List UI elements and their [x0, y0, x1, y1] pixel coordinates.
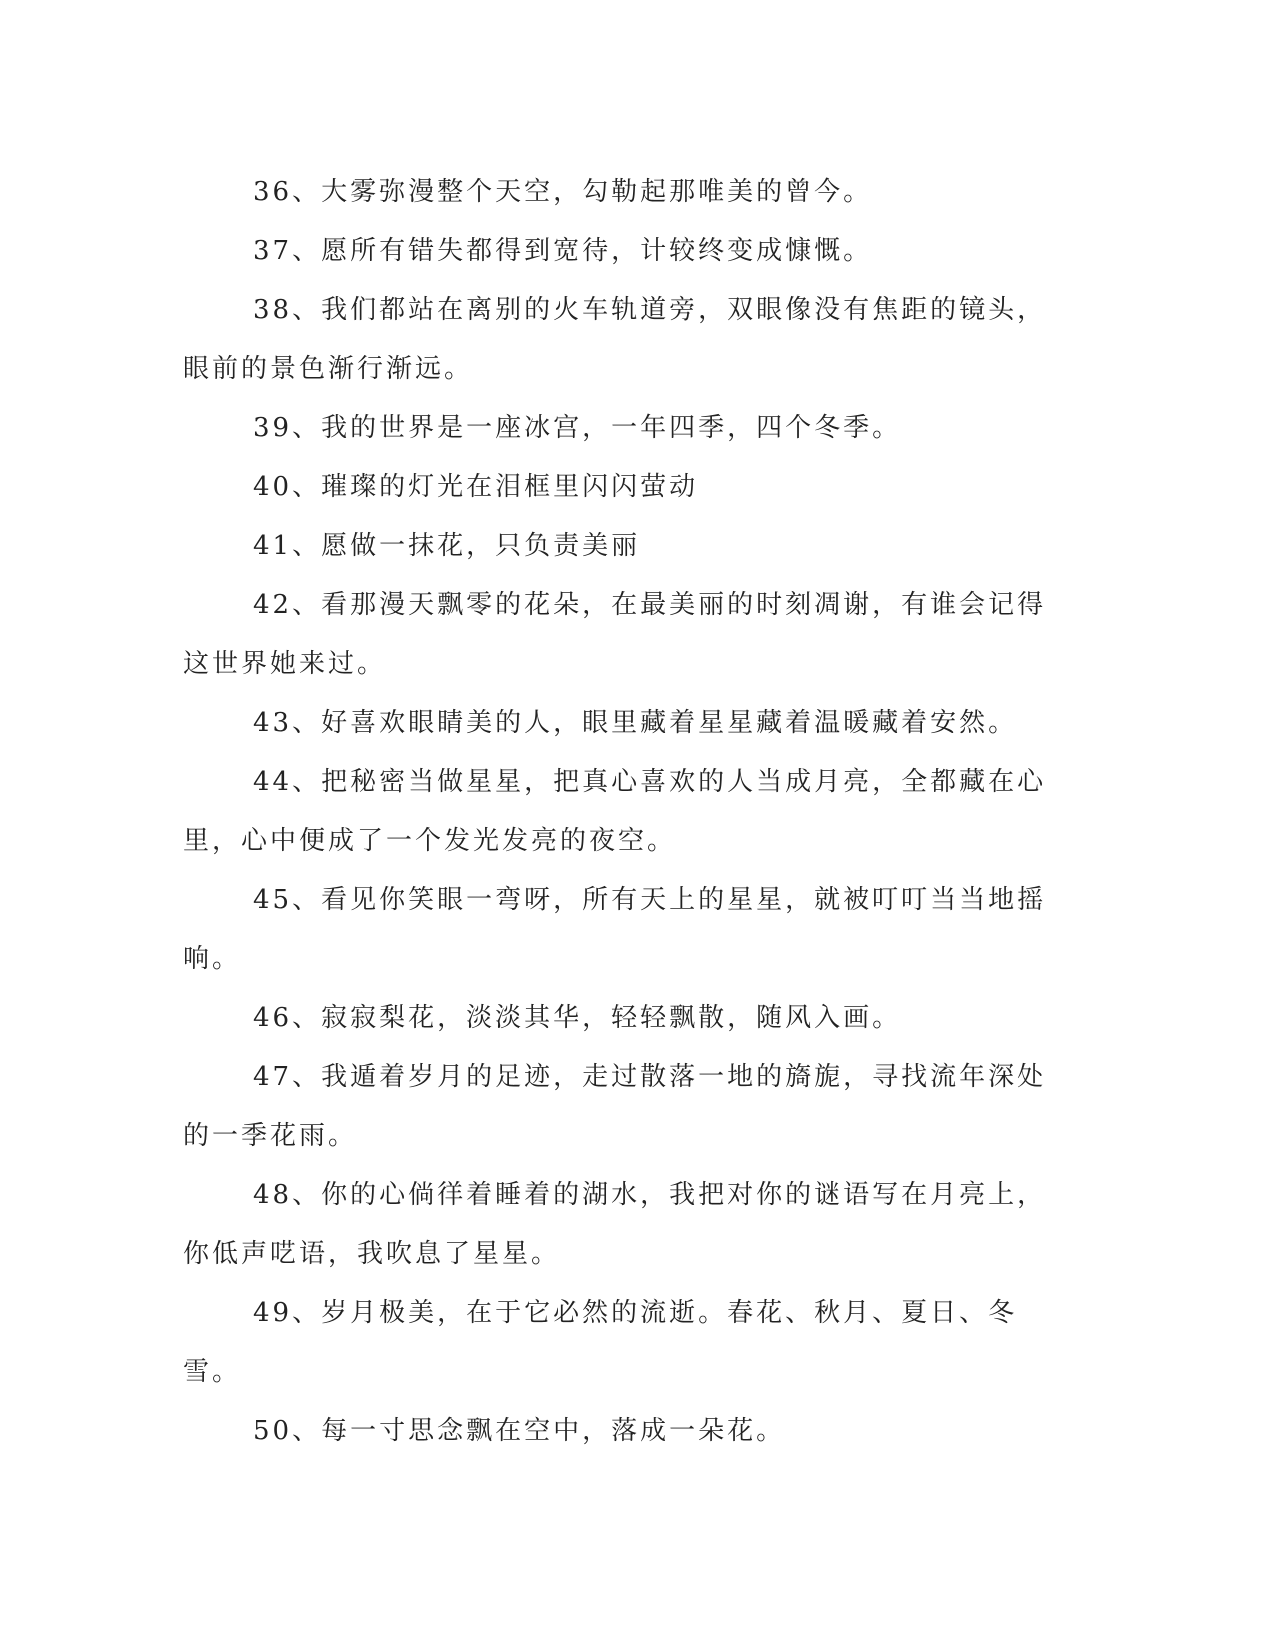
paragraph-line-continued: ，心中便成了一个发光发亮的夜空。 [212, 826, 677, 856]
paragraph-line: 50、每一寸思念飘在空中，落成一朵花。 [253, 1416, 786, 1446]
paragraph-line: 37、愿所有错失都得到宽待，计较终变成慷慨。 [253, 236, 873, 266]
paragraph-48 [183, 1166, 1049, 1284]
paragraph-line: 40、璀璨的灯光在泪框里闪闪萤动 [253, 472, 699, 502]
paragraph-47 [183, 1048, 1049, 1166]
paragraph-42 [183, 576, 1049, 694]
paragraph-41 [183, 517, 1049, 576]
paragraph-46 [183, 989, 1049, 1048]
paragraph-40 [183, 458, 1049, 517]
paragraph-36 [183, 163, 1049, 222]
document-body [183, 163, 1049, 1461]
paragraph-line: 49、岁月极美，在于它必然的流逝。春花、秋月、夏日、冬雪。 [183, 1298, 1018, 1387]
paragraph-line-continued: 前的景色渐行渐远。 [212, 354, 474, 384]
paragraph-line: 36、大雾弥漫整个天空，勾勒起那唯美的曾今。 [253, 177, 873, 207]
paragraph-38 [183, 281, 1049, 399]
paragraph-43 [183, 694, 1049, 753]
paragraph-line: 42、看那漫天飘零的花朵，在最美丽的时刻凋谢，有谁会记得这 [183, 590, 1047, 679]
paragraph-37 [183, 222, 1049, 281]
paragraph-line: 38、我们都站在离别的火车轨道旁，双眼像没有焦距的镜头，眼 [183, 295, 1047, 384]
paragraph-line: 47、我遁着岁月的足迹，走过散落一地的旖旎，寻找流年深处的 [183, 1062, 1047, 1151]
paragraph-line-continued: 世界她来过。 [212, 649, 387, 679]
paragraph-line: 46、寂寂梨花，淡淡其华，轻轻飘散，随风入画。 [253, 1003, 902, 1033]
paragraph-line-continued: 一季花雨。 [212, 1121, 358, 1151]
paragraph-line: 45、看见你笑眼一弯呀，所有天上的星星，就被叮叮当当地摇响 [183, 885, 1047, 974]
paragraph-49 [183, 1284, 1049, 1402]
paragraph-line: 39、我的世界是一座冰宫，一年四季，四个冬季。 [253, 413, 902, 443]
paragraph-39 [183, 399, 1049, 458]
paragraph-50 [183, 1402, 1049, 1461]
paragraph-line: 48、你的心倘徉着睡着的湖水，我把对你的谜语写在月亮上，你 [183, 1180, 1047, 1269]
paragraph-44 [183, 753, 1049, 871]
paragraph-line: 41、愿做一抹花，只负责美丽 [253, 531, 641, 561]
paragraph-line: 43、好喜欢眼睛美的人，眼里藏着星星藏着温暖藏着安然。 [253, 708, 1018, 738]
paragraph-line-continued: 低声呓语，我吹息了星星。 [212, 1239, 561, 1269]
paragraph-45 [183, 871, 1049, 989]
paragraph-line: 44、把秘密当做星星，把真心喜欢的人当成月亮，全都藏在心里 [183, 767, 1047, 856]
paragraph-line-continued: 。 [212, 944, 242, 974]
